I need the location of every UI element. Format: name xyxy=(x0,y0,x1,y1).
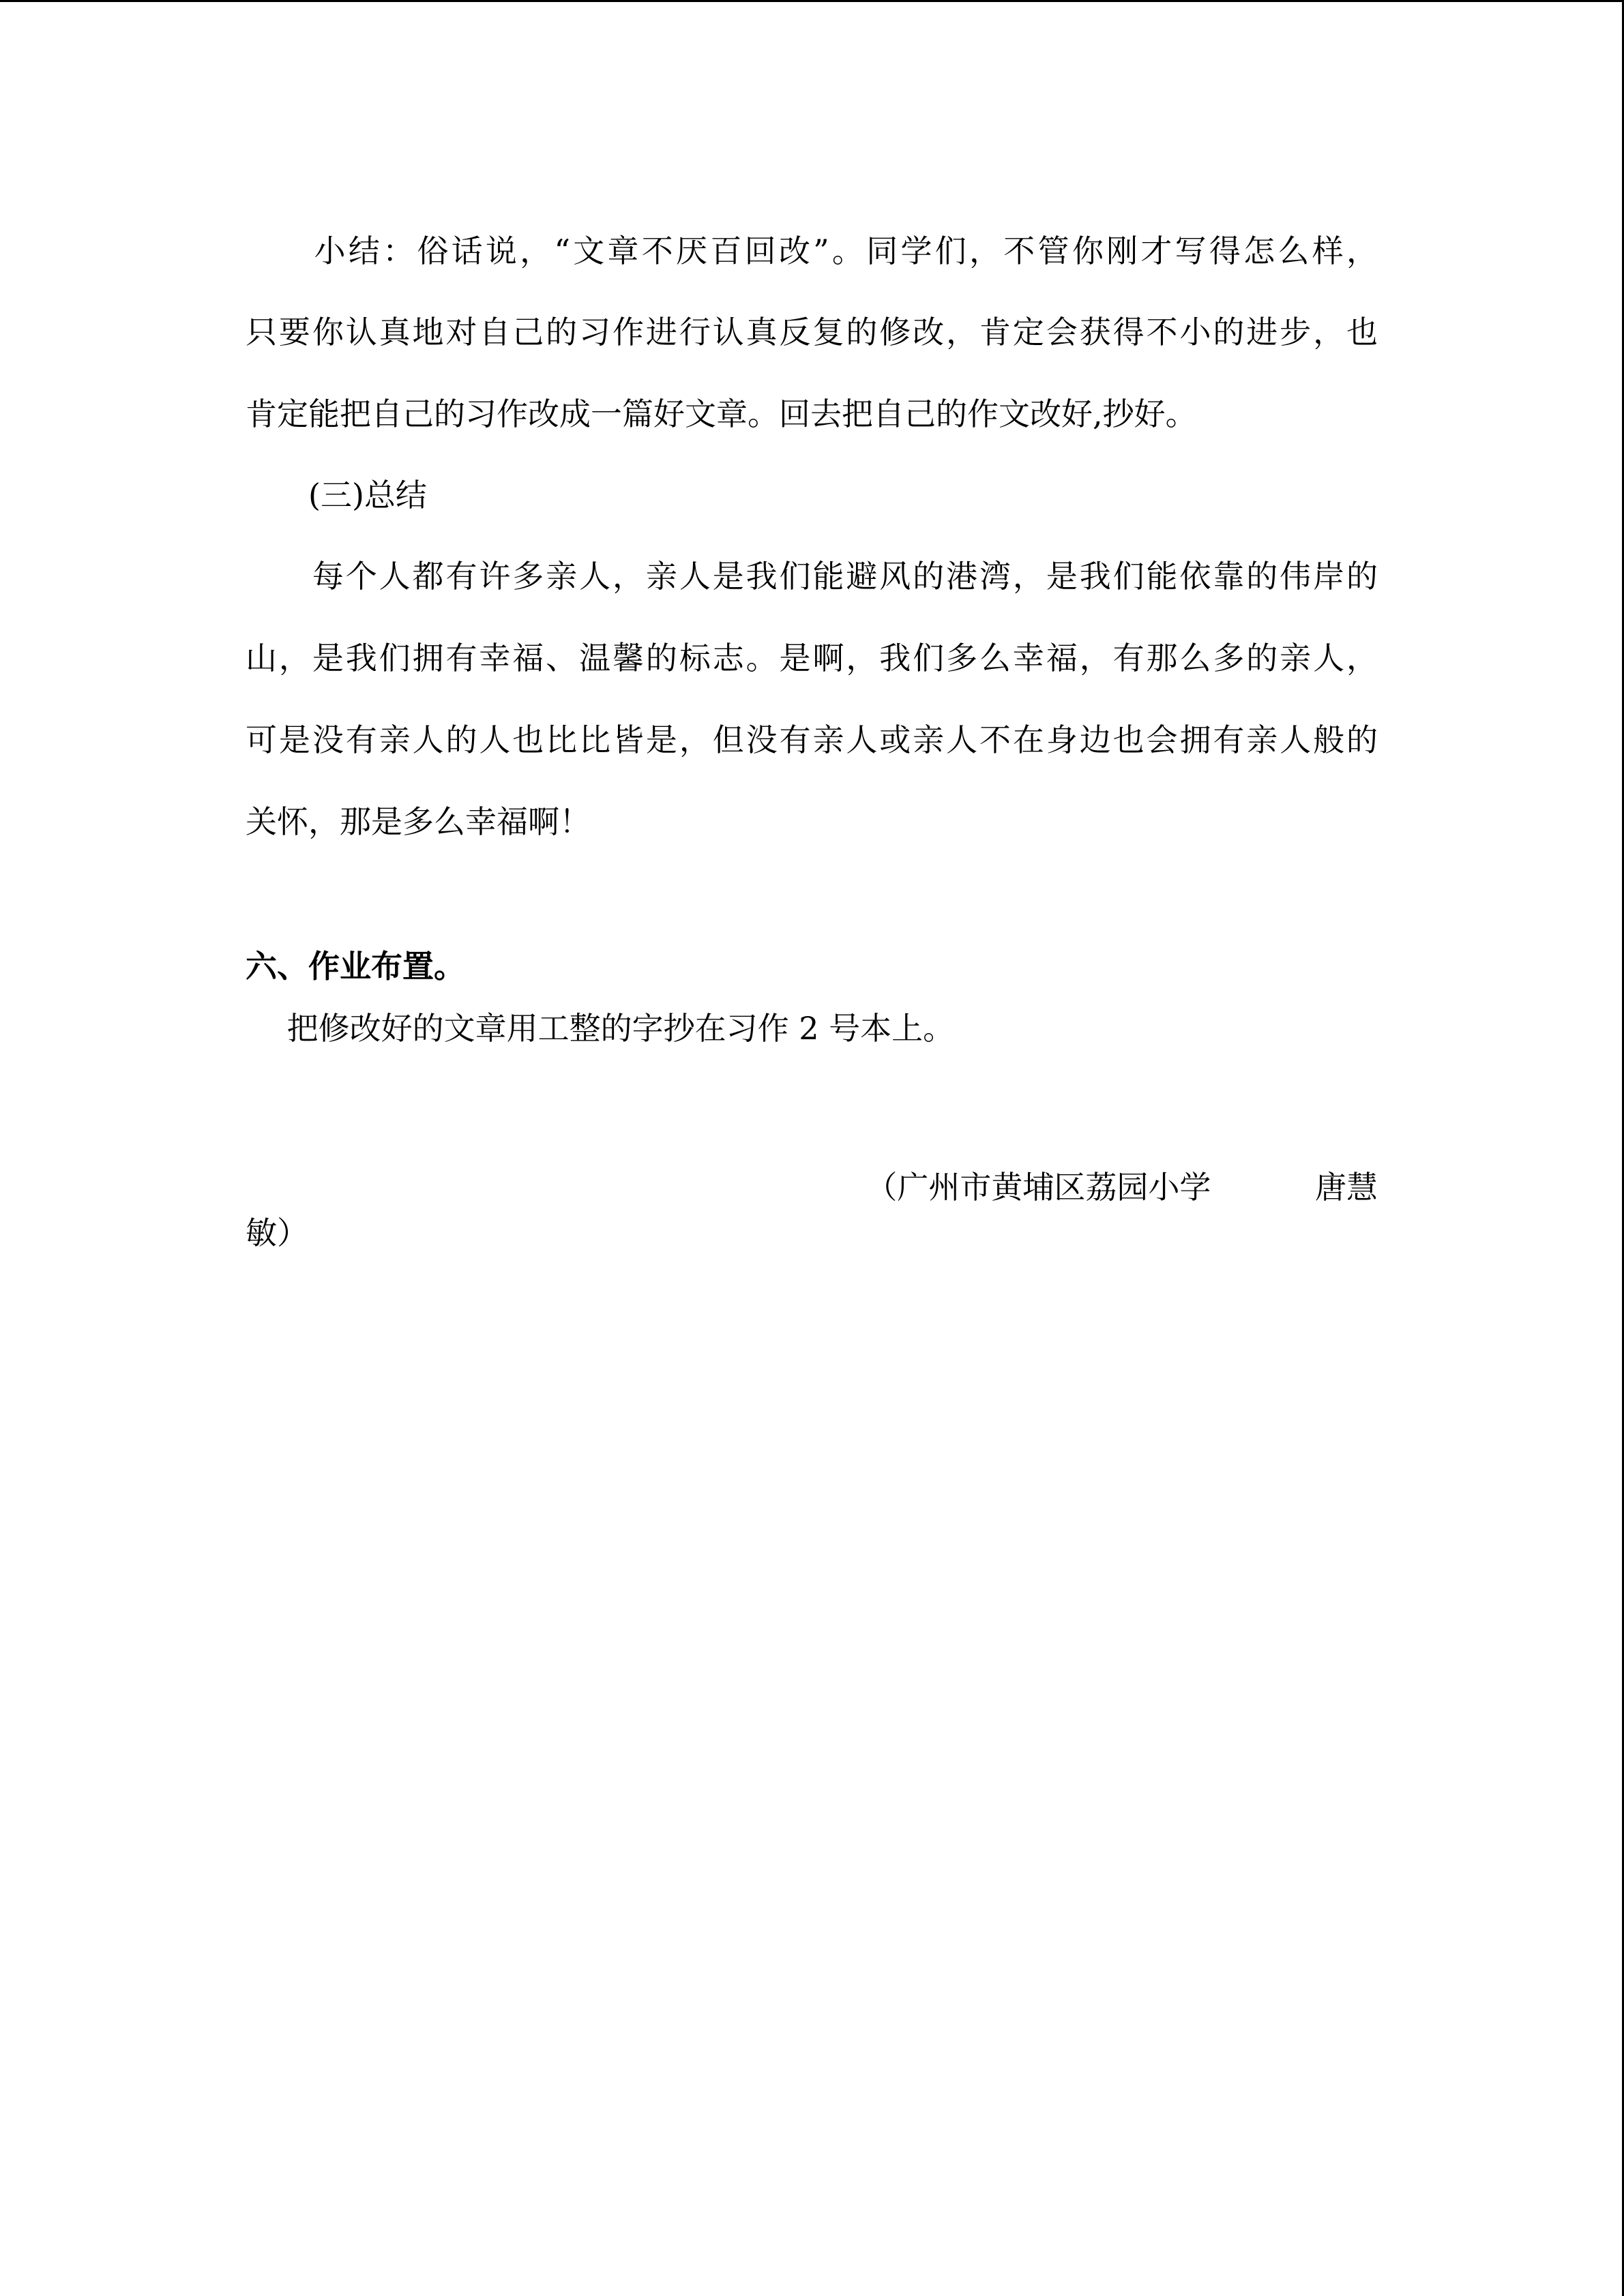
homework-text: 把修改好的文章用工整的字抄在习作 2 号本上。 xyxy=(246,1010,955,1047)
conclusion-heading: (三)总结 xyxy=(246,477,427,513)
summary-line-1: 小结：俗话说，“文章不厌百回改”。同学们，不管你刚才写得怎么样， xyxy=(246,233,1378,269)
conclusion-line-4: 关怀，那是多么幸福啊！ xyxy=(246,803,591,840)
conclusion-line-3: 可是没有亲人的人也比比皆是，但没有亲人或亲人不在身边也会拥有亲人般的 xyxy=(246,721,1378,758)
conclusion-line-1: 每个人都有许多亲人，亲人是我们能避风的港湾，是我们能依靠的伟岸的 xyxy=(246,558,1378,595)
summary-line-3: 肯定能把自己的习作改成一篇好文章。回去把自己的作文改好,抄好。 xyxy=(246,396,1197,432)
summary-line-2: 只要你认真地对自己的习作进行认真反复的修改，肯定会获得不小的进步，也 xyxy=(246,314,1378,351)
homework-heading: 六、作业布置。 xyxy=(246,948,465,985)
conclusion-line-2: 山，是我们拥有幸福、温馨的标志。是啊，我们多么幸福，有那么多的亲人， xyxy=(246,640,1378,676)
page-border-top xyxy=(0,0,1624,2)
author-line-2: 敏） xyxy=(246,1214,308,1251)
author-line-1: （广州市黄埔区荔园小学 唐慧 xyxy=(866,1169,1378,1206)
